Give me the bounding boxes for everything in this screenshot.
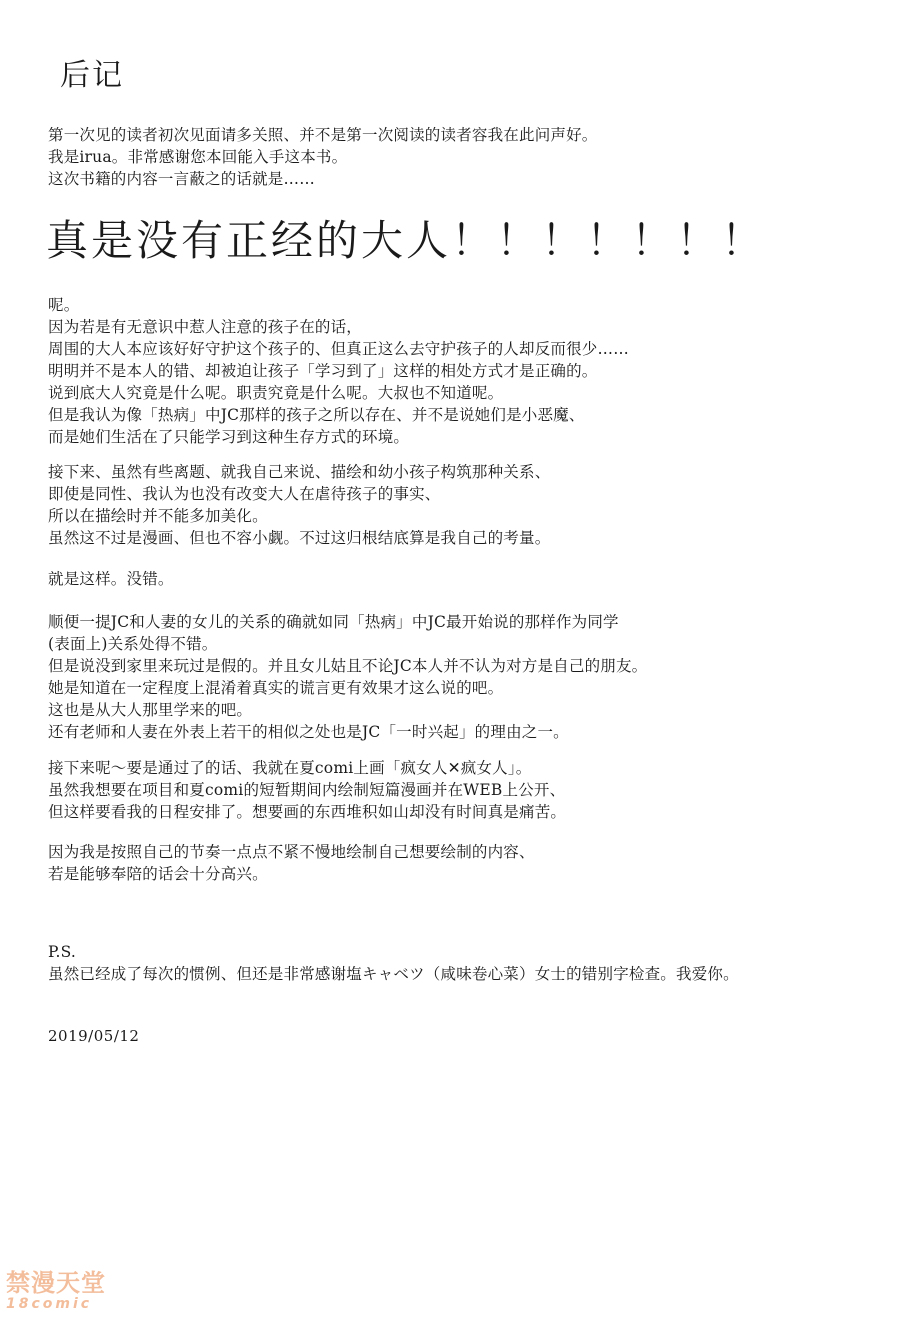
paragraph-4 <box>48 611 647 743</box>
text-line: P.S. <box>48 943 77 961</box>
intro-paragraph <box>48 124 598 190</box>
text-line: 顺便一提JC和人妻的女儿的关系的确就如同「热病」中JC最开始说的那样作为同学 <box>48 613 619 631</box>
text-line: 接下来呢～要是通过了的话、我就在夏comi上画「疯女人✕疯女人」。 <box>48 759 532 777</box>
text-line: 她是知道在一定程度上混淆着真实的谎言更有效果才这么说的吧。 <box>48 679 504 697</box>
text-line: 所以在描绘时并不能多加美化。 <box>48 507 268 525</box>
text-line: 但这样要看我的日程安排了。想要画的东西堆积如山却没有时间真是痛苦。 <box>48 803 567 821</box>
text-line: 周围的大人本应该好好守护这个孩子的、但真正这么去守护孩子的人却反而很少…… <box>48 340 629 358</box>
text-line: 因为我是按照自己的节奏一点点不紧不慢地绘制自己想要绘制的内容、 <box>48 843 535 861</box>
text-line: 但是我认为像「热病」中JC那样的孩子之所以存在、并不是说她们是小恶魔、 <box>48 406 585 424</box>
paragraph-6 <box>48 841 535 885</box>
text-line: 若是能够奉陪的话会十分高兴。 <box>48 865 268 883</box>
text-line: 就是这样。没错。 <box>48 570 174 588</box>
paragraph-3 <box>48 568 174 590</box>
text-line: 呢。 <box>48 296 80 314</box>
watermark-top-text: 禁漫天堂 <box>6 1269 106 1297</box>
watermark-bottom-text: 18comic <box>6 1296 93 1312</box>
text-line: 这也是从大人那里学来的吧。 <box>48 701 253 719</box>
page-title: 后记 <box>60 58 124 93</box>
text-line: 但是说没到家里来玩过是假的。并且女儿姑且不论JC本人并不认为对方是自己的朋友。 <box>48 657 648 675</box>
site-watermark <box>6 1270 114 1316</box>
text-line: 我是irua。非常感谢您本回能入手这本书。 <box>48 148 348 166</box>
postscript <box>48 941 739 985</box>
text-line: (表面上)关系处得不错。 <box>48 635 218 653</box>
text-line: 虽然这不过是漫画、但也不容小觑。不过这归根结底算是我自己的考量。 <box>48 529 551 547</box>
text-line: 这次书籍的内容一言蔽之的话就是…… <box>48 170 315 188</box>
text-line: 虽然已经成了每次的惯例、但还是非常感谢塩キャベツ（咸味卷心菜）女士的错别字检查。我爱你。 <box>48 965 739 983</box>
paragraph-5 <box>48 757 566 823</box>
paragraph-2 <box>48 461 550 549</box>
headline: 真是没有正经的大人！！！！！！！ <box>46 216 767 265</box>
date-stamp: 2019/05/12 <box>48 1027 140 1045</box>
text-line: 而是她们生活在了只能学习到这种生存方式的环境。 <box>48 428 410 446</box>
text-line: 即使是同性、我认为也没有改变大人在虐待孩子的事实、 <box>48 485 441 503</box>
paragraph-1 <box>48 294 629 448</box>
text-line: 因为若是有无意识中惹人注意的孩子在的话， <box>48 318 363 336</box>
text-line: 明明并不是本人的错、却被迫让孩子「学习到了」这样的相处方式才是正确的。 <box>48 362 598 380</box>
text-line: 说到底大人究竟是什么呢。职责究竟是什么呢。大叔也不知道呢。 <box>48 384 504 402</box>
text-line: 接下来、虽然有些离题、就我自己来说、描绘和幼小孩子构筑那种关系、 <box>48 463 551 481</box>
text-line: 第一次见的读者初次见面请多关照、并不是第一次阅读的读者容我在此问声好。 <box>48 126 598 144</box>
text-line: 还有老师和人妻在外表上若干的相似之处也是JC「一时兴起」的理由之一。 <box>48 723 569 741</box>
text-line: 虽然我想要在项目和夏comi的短暂期间内绘制短篇漫画并在WEB上公开、 <box>48 781 566 799</box>
